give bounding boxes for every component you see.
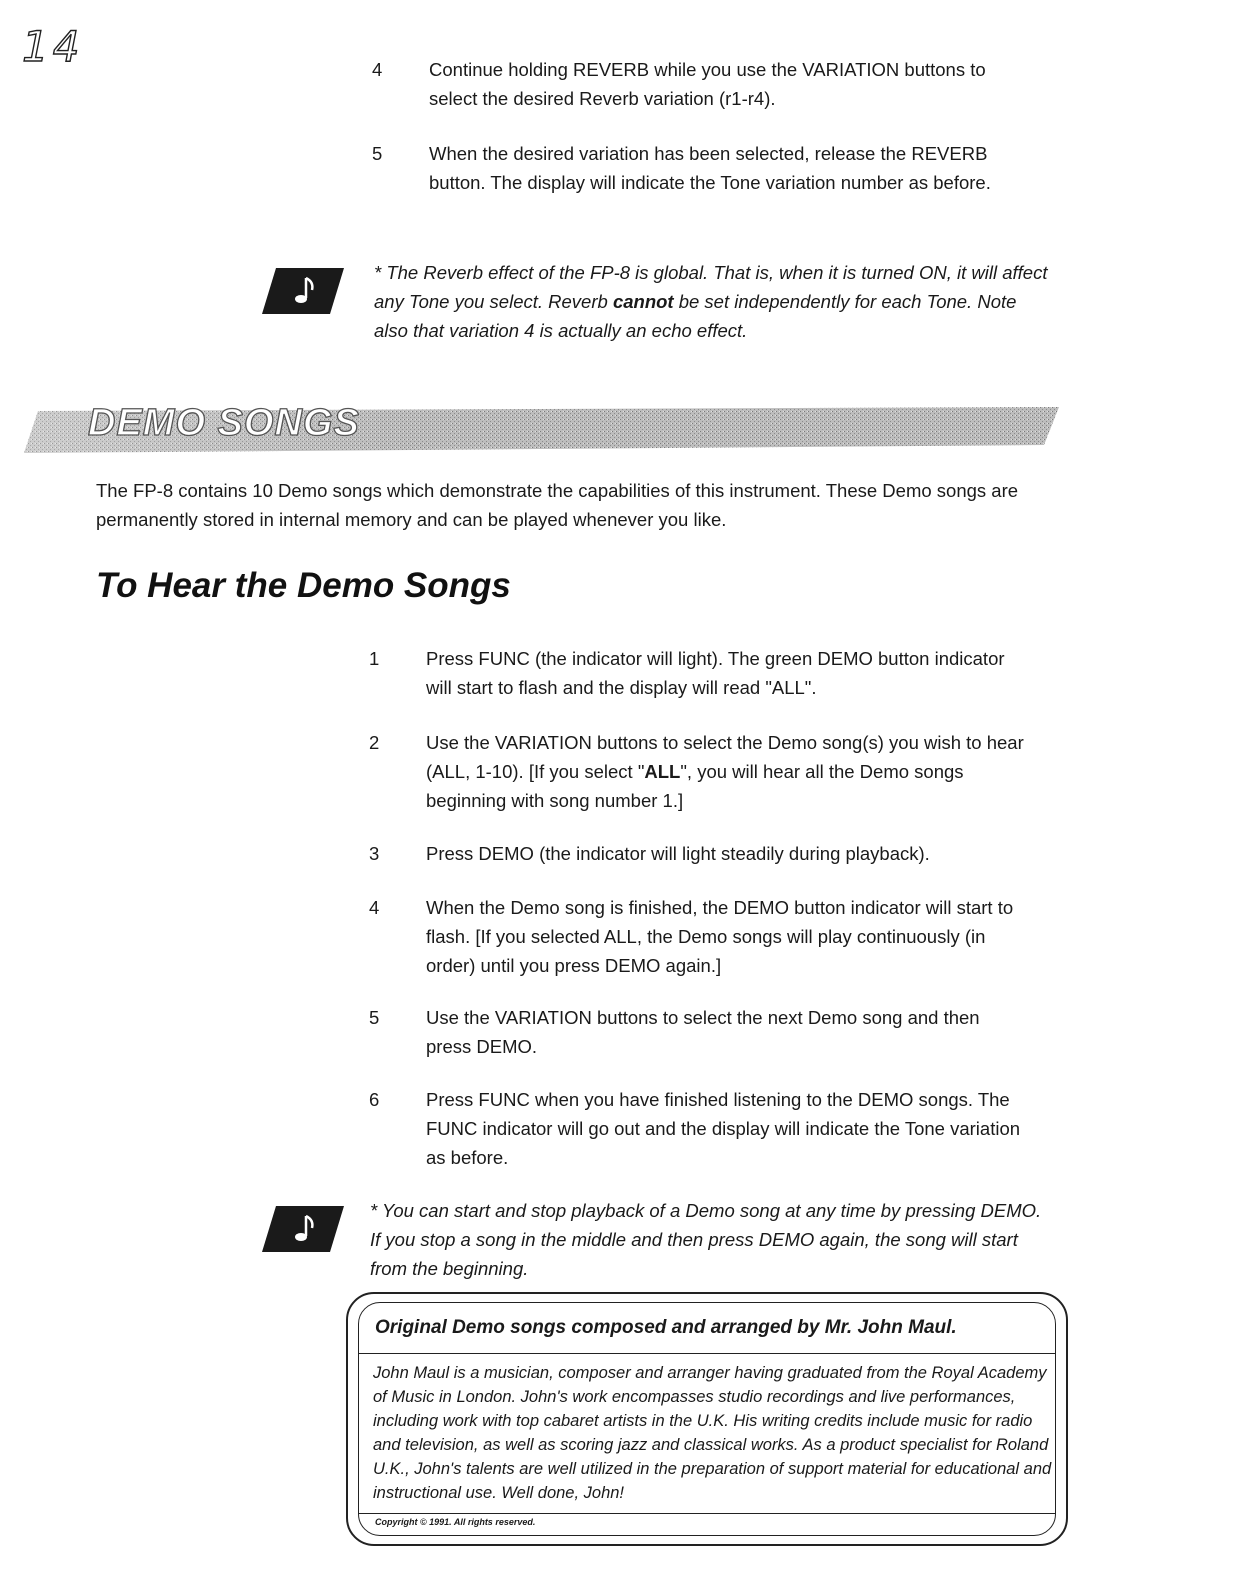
divider xyxy=(359,1513,1055,1514)
step-number: 5 xyxy=(369,1007,380,1028)
step-text: Press FUNC when you have finished listening to the DEMO songs. The FUNC indicator will go out and the display will indicate the Tone variation as before. xyxy=(426,1089,1021,1168)
step-number: 5 xyxy=(372,143,383,164)
reverb-note xyxy=(374,258,1054,345)
step-number: 4 xyxy=(369,897,380,918)
note-text: be set independently for each Tone. Note also that variation 4 is actually an echo effect. xyxy=(374,291,1017,341)
intro-paragraph: The FP-8 contains 10 Demo songs which demonstrate the capabilities of this instrument. These Demo songs are permanently stored in internal memory and can be played whenever you like. xyxy=(96,480,1019,530)
step-emphasis: ALL xyxy=(644,761,681,782)
credit-inner-frame xyxy=(358,1302,1056,1536)
step-text: Continue holding REVERB while you use the VARIATION buttons to select the desired Reverb variation (r1-r4). xyxy=(429,59,986,109)
step-number: 1 xyxy=(369,648,380,669)
step-text: Press DEMO (the indicator will light steadily during playback). xyxy=(426,843,930,864)
music-note-icon xyxy=(262,1206,344,1252)
credit-body: John Maul is a musician, composer and arranger having graduated from the Royal Academy of Music in London. John's work encompasses studio recordings and live performances, including work with top cabaret artists in the U.K. His writing credits include music for radio and television, as well as scoring jazz and classical works. As a product specialist for Roland U.K., John's talents are well utilized in the preparation of support material for educational and instructional use. Well done, John! xyxy=(373,1364,1052,1502)
page-heading: To Hear the Demo Songs xyxy=(96,566,511,605)
step-number: 6 xyxy=(369,1089,380,1110)
step-text: Use the VARIATION buttons to select the next Demo song and then press DEMO. xyxy=(426,1007,980,1057)
step-text: When the desired variation has been selected, release the REVERB button. The display will indicate the Tone variation number as before. xyxy=(429,143,991,193)
music-note-icon xyxy=(262,268,344,314)
credit-box xyxy=(346,1292,1068,1546)
step-text: Press FUNC (the indicator will light). The green DEMO button indicator will start to flash and the display will read "ALL". xyxy=(426,648,1005,698)
section-title: DEMO SONGS xyxy=(88,402,360,444)
note-text: * The Reverb effect of the FP-8 is global. That is, when it is turned ON, it will affect any Tone you select. Reverb xyxy=(374,262,1048,312)
step-text-part: ", you will hear all the Demo songs beginning with song number 1.] xyxy=(426,761,964,811)
credit-title: Original Demo songs composed and arranged by Mr. John Maul. xyxy=(375,1317,957,1338)
step-number: 4 xyxy=(372,59,383,80)
step-text: When the Demo song is finished, the DEMO button indicator will start to flash. [If you selected ALL, the Demo songs will play continuously (in order) until you press DEMO again.] xyxy=(426,897,1014,976)
demo-note: * You can start and stop playback of a Demo song at any time by pressing DEMO. If you stop a song in the middle and then press DEMO again, the song will start from the beginning. xyxy=(370,1200,1042,1279)
step-number: 2 xyxy=(369,732,380,753)
step-text xyxy=(426,728,1036,815)
step-text-part: Use the VARIATION buttons to select the Demo song(s) you wish to hear (ALL, 1-10). [If you select " xyxy=(426,732,1024,782)
divider xyxy=(359,1353,1055,1354)
note-emphasis: cannot xyxy=(612,291,674,312)
step-number: 3 xyxy=(369,843,380,864)
copyright: Copyright © 1991. All rights reserved. xyxy=(375,1517,536,1527)
page-number: 14 xyxy=(22,22,84,71)
